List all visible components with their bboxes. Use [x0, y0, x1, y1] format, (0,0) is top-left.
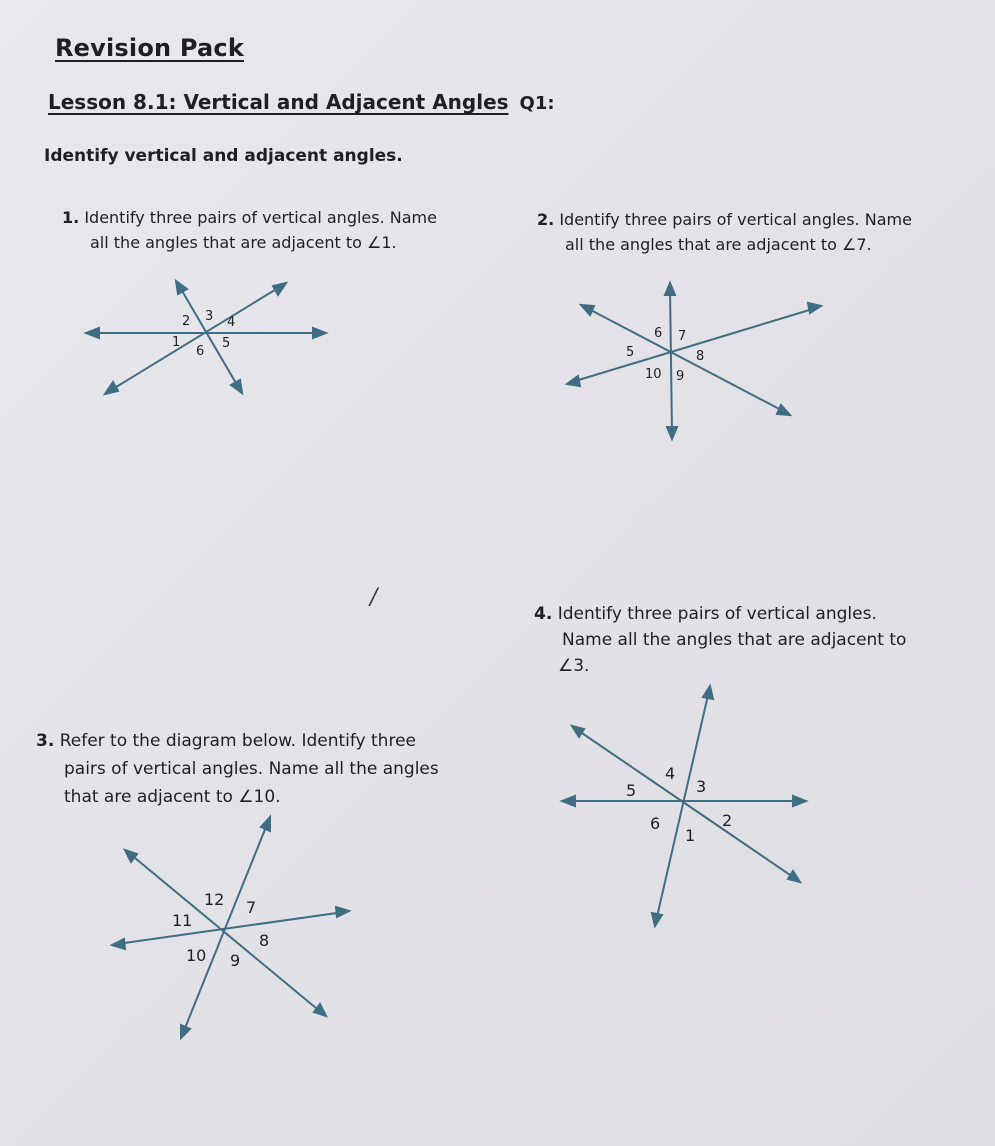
d4-label: 4 — [665, 764, 676, 783]
d3-line-steep — [183, 822, 268, 1033]
d2-label: 8 — [696, 349, 705, 364]
problem-3-line2: pairs of vertical angles. Name all the angles — [64, 759, 439, 779]
d4-label: 5 — [626, 781, 637, 800]
page-title: Revision Pack — [55, 34, 244, 62]
problem-3-line1: Refer to the diagram below. Identify three — [59, 731, 416, 751]
d4-label: 1 — [685, 826, 696, 845]
d3-label: 11 — [172, 911, 193, 930]
objective: Identify vertical and adjacent angles. — [44, 146, 403, 166]
d1-label: 2 — [182, 314, 191, 329]
d3-arrow-steep-down — [181, 1025, 190, 1038]
problem-1-line1: Identify three pairs of vertical angles. Name — [84, 208, 437, 227]
d3-label: 10 — [186, 946, 207, 965]
d2-label: 10 — [645, 367, 662, 382]
d4-label: 6 — [650, 814, 661, 833]
problem-4-line3: ∠3. — [558, 656, 590, 676]
d3-arrow-right — [336, 907, 349, 917]
d1-label: 3 — [205, 309, 214, 324]
d1-label: 1 — [172, 335, 181, 350]
problem-1-number: 1. — [62, 208, 80, 227]
problem-2-line1: Identify three pairs of vertical angles. Name — [559, 210, 912, 229]
d3-label: 7 — [246, 898, 257, 917]
d1-label: 6 — [196, 344, 205, 359]
d2-label: 9 — [676, 369, 685, 384]
problem-3-line3: that are adjacent to ∠10. — [64, 787, 281, 807]
d3-arrow-steep-up — [261, 817, 270, 831]
problem-4-line1: Identify three pairs of vertical angles. — [557, 604, 877, 624]
d3-line-falling — [129, 853, 322, 1013]
problem-1-line2: all the angles that are adjacent to ∠1. — [90, 233, 397, 252]
question-label: Q1: — [519, 93, 555, 114]
d3-arrow-falling-down — [314, 1004, 326, 1016]
d1-label: 5 — [222, 336, 231, 351]
d3-label: 12 — [204, 890, 225, 909]
problem-4-number: 4. — [534, 604, 553, 624]
lesson-title: Lesson 8.1: Vertical and Adjacent Angles — [48, 90, 509, 114]
d3-arrow-falling-up — [125, 850, 137, 862]
d3-label: 9 — [230, 951, 241, 970]
problem-2-line2: all the angles that are adjacent to ∠7. — [565, 235, 872, 254]
problem-3-number: 3. — [36, 731, 55, 751]
d2-label: 6 — [654, 326, 663, 341]
problem-2-number: 2. — [537, 210, 555, 229]
d2-label: 7 — [678, 329, 687, 344]
d1-label: 4 — [227, 315, 236, 330]
problem-4-line2: Name all the angles that are adjacent to — [562, 630, 907, 650]
d2-label: 5 — [626, 345, 635, 360]
d4-label: 3 — [696, 777, 707, 796]
d3-arrow-left — [112, 939, 125, 949]
pen-mark: / — [370, 585, 378, 610]
d4-label: 2 — [722, 811, 733, 830]
d3-label: 8 — [259, 931, 270, 950]
